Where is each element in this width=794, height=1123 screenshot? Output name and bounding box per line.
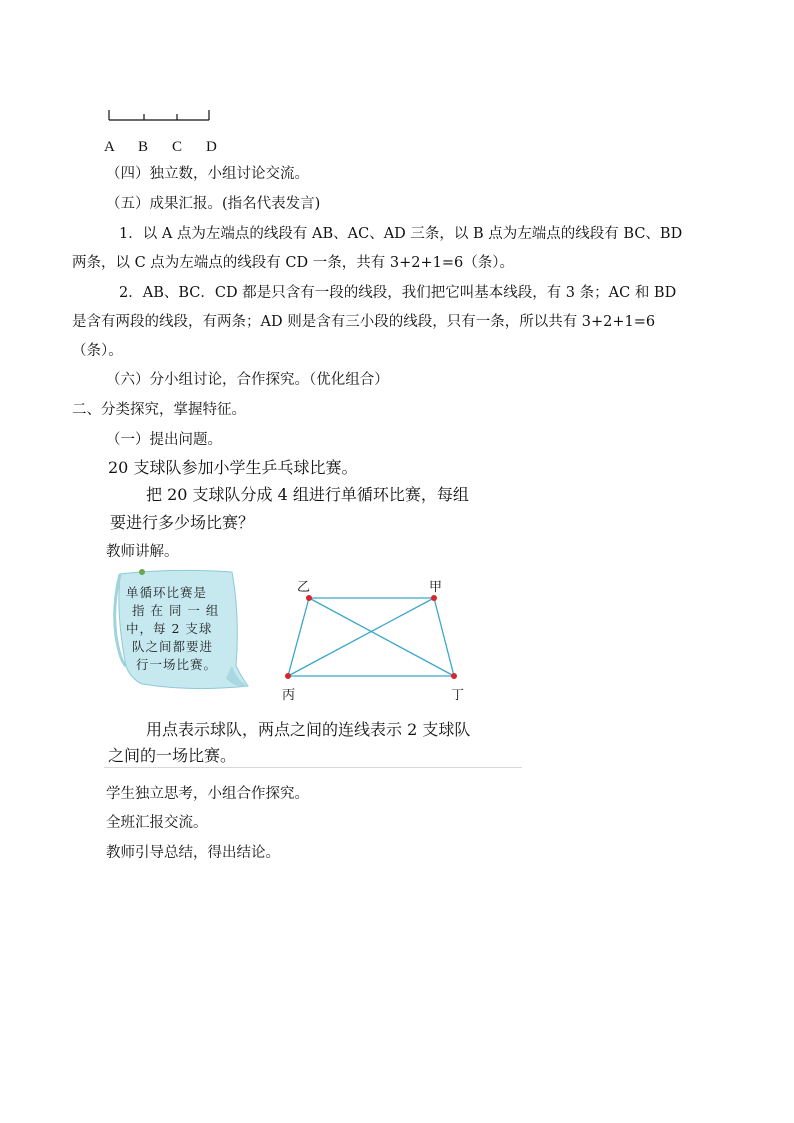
students-think: 学生独立思考，小组合作探究。 bbox=[106, 786, 309, 802]
class-report: 全班汇报交流。 bbox=[106, 815, 208, 831]
section-two-heading: 二、分类探究，掌握特征。 bbox=[72, 402, 246, 418]
label-a: A bbox=[104, 139, 115, 155]
label-d: D bbox=[206, 139, 217, 155]
scroll-line-5: 行一场比赛。 bbox=[136, 657, 218, 672]
edge-yi-ding bbox=[309, 598, 454, 676]
vertex-label-ding: 丁 bbox=[451, 688, 465, 703]
point-yi bbox=[306, 595, 312, 601]
problem-line-2: 把 20 支球队分成 4 组进行单循环比赛，每组 bbox=[146, 485, 469, 504]
scroll-note-text bbox=[126, 584, 219, 674]
point-jia bbox=[431, 595, 437, 601]
edge-yi-bing bbox=[288, 598, 309, 676]
scroll-line-1: 单循环比赛是 bbox=[126, 585, 208, 600]
label-c: C bbox=[172, 139, 183, 155]
step-six: （六）分小组讨论，合作探究。（优化组合） bbox=[106, 372, 389, 388]
edge-jia-bing bbox=[288, 598, 434, 676]
step-four: （四）独立数，小组讨论交流。 bbox=[106, 166, 309, 182]
step-one-question: （一）提出问题。 bbox=[106, 432, 222, 448]
scroll-line-4: 队之间都要进 bbox=[132, 639, 214, 654]
report-2-line-2: 是含有两段的线段，有两条；AD 则是含有三小段的线段，只有一条，所以共有 3+2+1=6 bbox=[72, 314, 656, 330]
report-2-line-3: （条）。 bbox=[72, 343, 123, 359]
step-five: （五）成果汇报。(指名代表发言) bbox=[106, 196, 321, 212]
report-1-line-2: 两条，以 C 点为左端点的线段有 CD 一条，共有 3+2+1=6（条）。 bbox=[72, 255, 514, 271]
teacher-summary: 教师引导总结，得出结论。 bbox=[106, 845, 280, 861]
point-bing bbox=[285, 673, 291, 679]
image-bottom-rule bbox=[104, 767, 522, 768]
report-2-line-1: 2．AB、BC．CD 都是只含有一段的线段，我们把它叫基本线段，有 3 条；AC 和 BD bbox=[119, 285, 677, 301]
caption-line-2: 之间的一场比赛。 bbox=[108, 746, 237, 765]
report-1-line-1: 1．以 A 点为左端点的线段有 AB、AC、AD 三条，以 B 点为左端点的线段有 BC、BD bbox=[119, 226, 683, 242]
vertex-label-bing: 丙 bbox=[282, 688, 296, 703]
point-ding bbox=[451, 673, 457, 679]
problem-line-1: 20 支球队参加小学生乒乓球比赛。 bbox=[108, 458, 358, 477]
teacher-explains: 教师讲解。 bbox=[106, 544, 179, 560]
problem-line-3: 要进行多少场比赛？ bbox=[110, 513, 255, 532]
segment-diagram bbox=[104, 104, 214, 124]
scroll-line-2: 指 在 同 一 组 bbox=[132, 603, 220, 618]
edge-jia-ding bbox=[434, 598, 454, 676]
segment-labels bbox=[104, 136, 240, 156]
pin-icon bbox=[139, 569, 145, 575]
label-b: B bbox=[138, 139, 149, 155]
caption-line-1: 用点表示球队，两点之间的连线表示 2 支球队 bbox=[146, 720, 471, 739]
vertex-label-yi: 乙 bbox=[297, 580, 311, 595]
scroll-line-3: 中，每 2 支球 bbox=[126, 621, 213, 636]
vertex-label-jia: 甲 bbox=[429, 580, 443, 595]
